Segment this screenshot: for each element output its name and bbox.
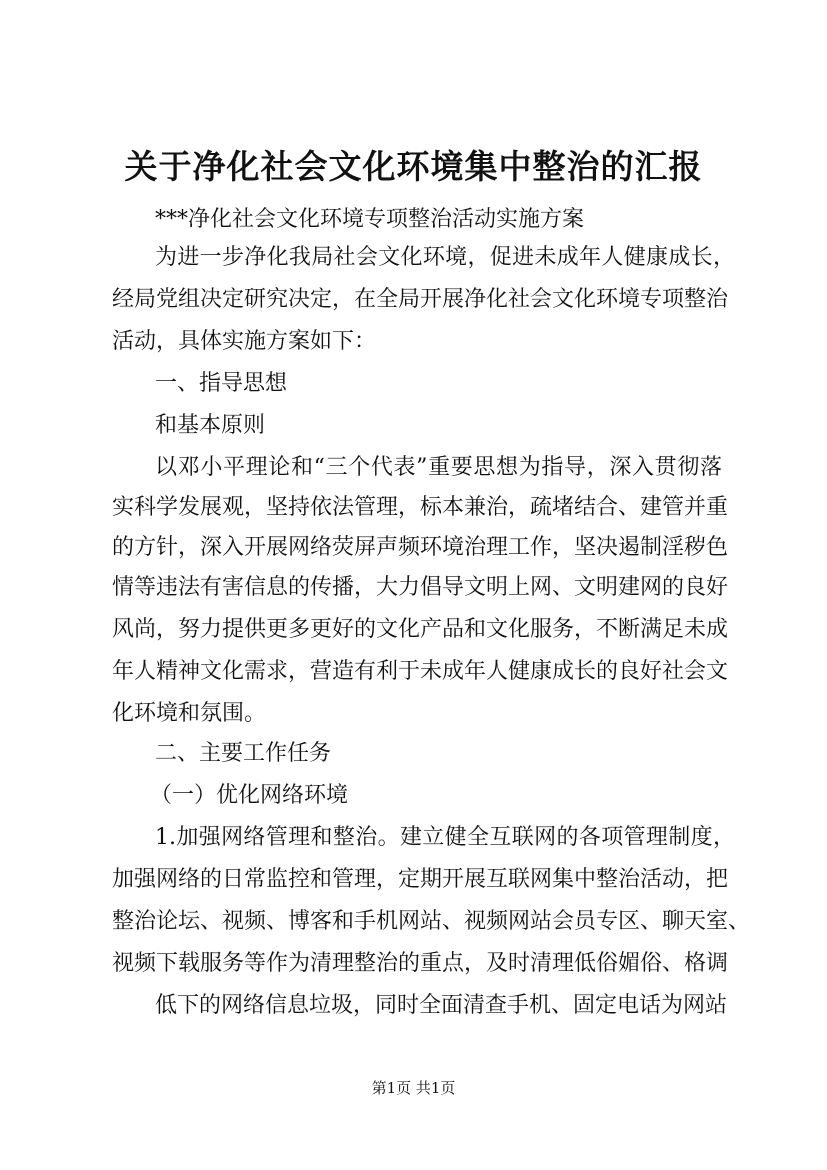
body-line: 1.加强网络管理和整治。建立健全互联网的各项管理制度， bbox=[155, 825, 735, 850]
body-line: 活动，具体实施方案如下： bbox=[112, 329, 377, 354]
body-line: 实科学发展观，坚持依法管理，标本兼治，疏堵结合、建管并重 bbox=[112, 495, 729, 520]
body-line: 风尚，努力提供更多更好的文化产品和文化服务，不断满足未成 bbox=[112, 617, 729, 642]
body-line: 经局党组决定研究决定，在全局开展净化社会文化环境专项整治 bbox=[112, 287, 729, 312]
body-line: 视频下载服务等作为清理整治的重点，及时清理低俗媚俗、格调 bbox=[112, 951, 729, 976]
section-heading-continued: 和基本原则 bbox=[155, 413, 266, 438]
section-heading: 一、指导思想 bbox=[155, 371, 288, 396]
page-number-footer: 第1页 共1页 bbox=[371, 1079, 456, 1097]
body-line: 年人精神文化需求，营造有利于未成年人健康成长的良好社会文 bbox=[112, 659, 729, 684]
subtitle-line: ***净化社会文化环境专项整治活动实施方案 bbox=[155, 207, 585, 232]
body-line: 的方针，深入开展网络荧屏声频环境治理工作，坚决遏制淫秽色 bbox=[112, 535, 729, 560]
body-line: 加强网络的日常监控和管理，定期开展互联网集中整治活动，把 bbox=[112, 867, 729, 892]
document-title: 关于净化社会文化环境集中整治的汇报 bbox=[124, 147, 703, 186]
body-line: 为进一步净化我局社会文化环境，促进未成年人健康成长， bbox=[155, 245, 735, 270]
body-line: 化环境和氛围。 bbox=[112, 701, 267, 726]
body-line: 情等违法有害信息的传播，大力倡导文明上网、文明建网的良好 bbox=[112, 575, 729, 600]
body-line: 低下的网络信息垃圾，同时全面清查手机、固定电话为网站 bbox=[155, 993, 728, 1018]
body-line: 整治论坛、视频、博客和手机网站、视频网站会员专区、聊天室、 bbox=[112, 909, 751, 934]
body-line: 以邓小平理论和“三个代表”重要思想为指导，深入贯彻落 bbox=[155, 455, 722, 480]
subsection-heading: （一）优化网络环境 bbox=[150, 783, 349, 808]
section-heading: 二、主要工作任务 bbox=[155, 741, 332, 766]
